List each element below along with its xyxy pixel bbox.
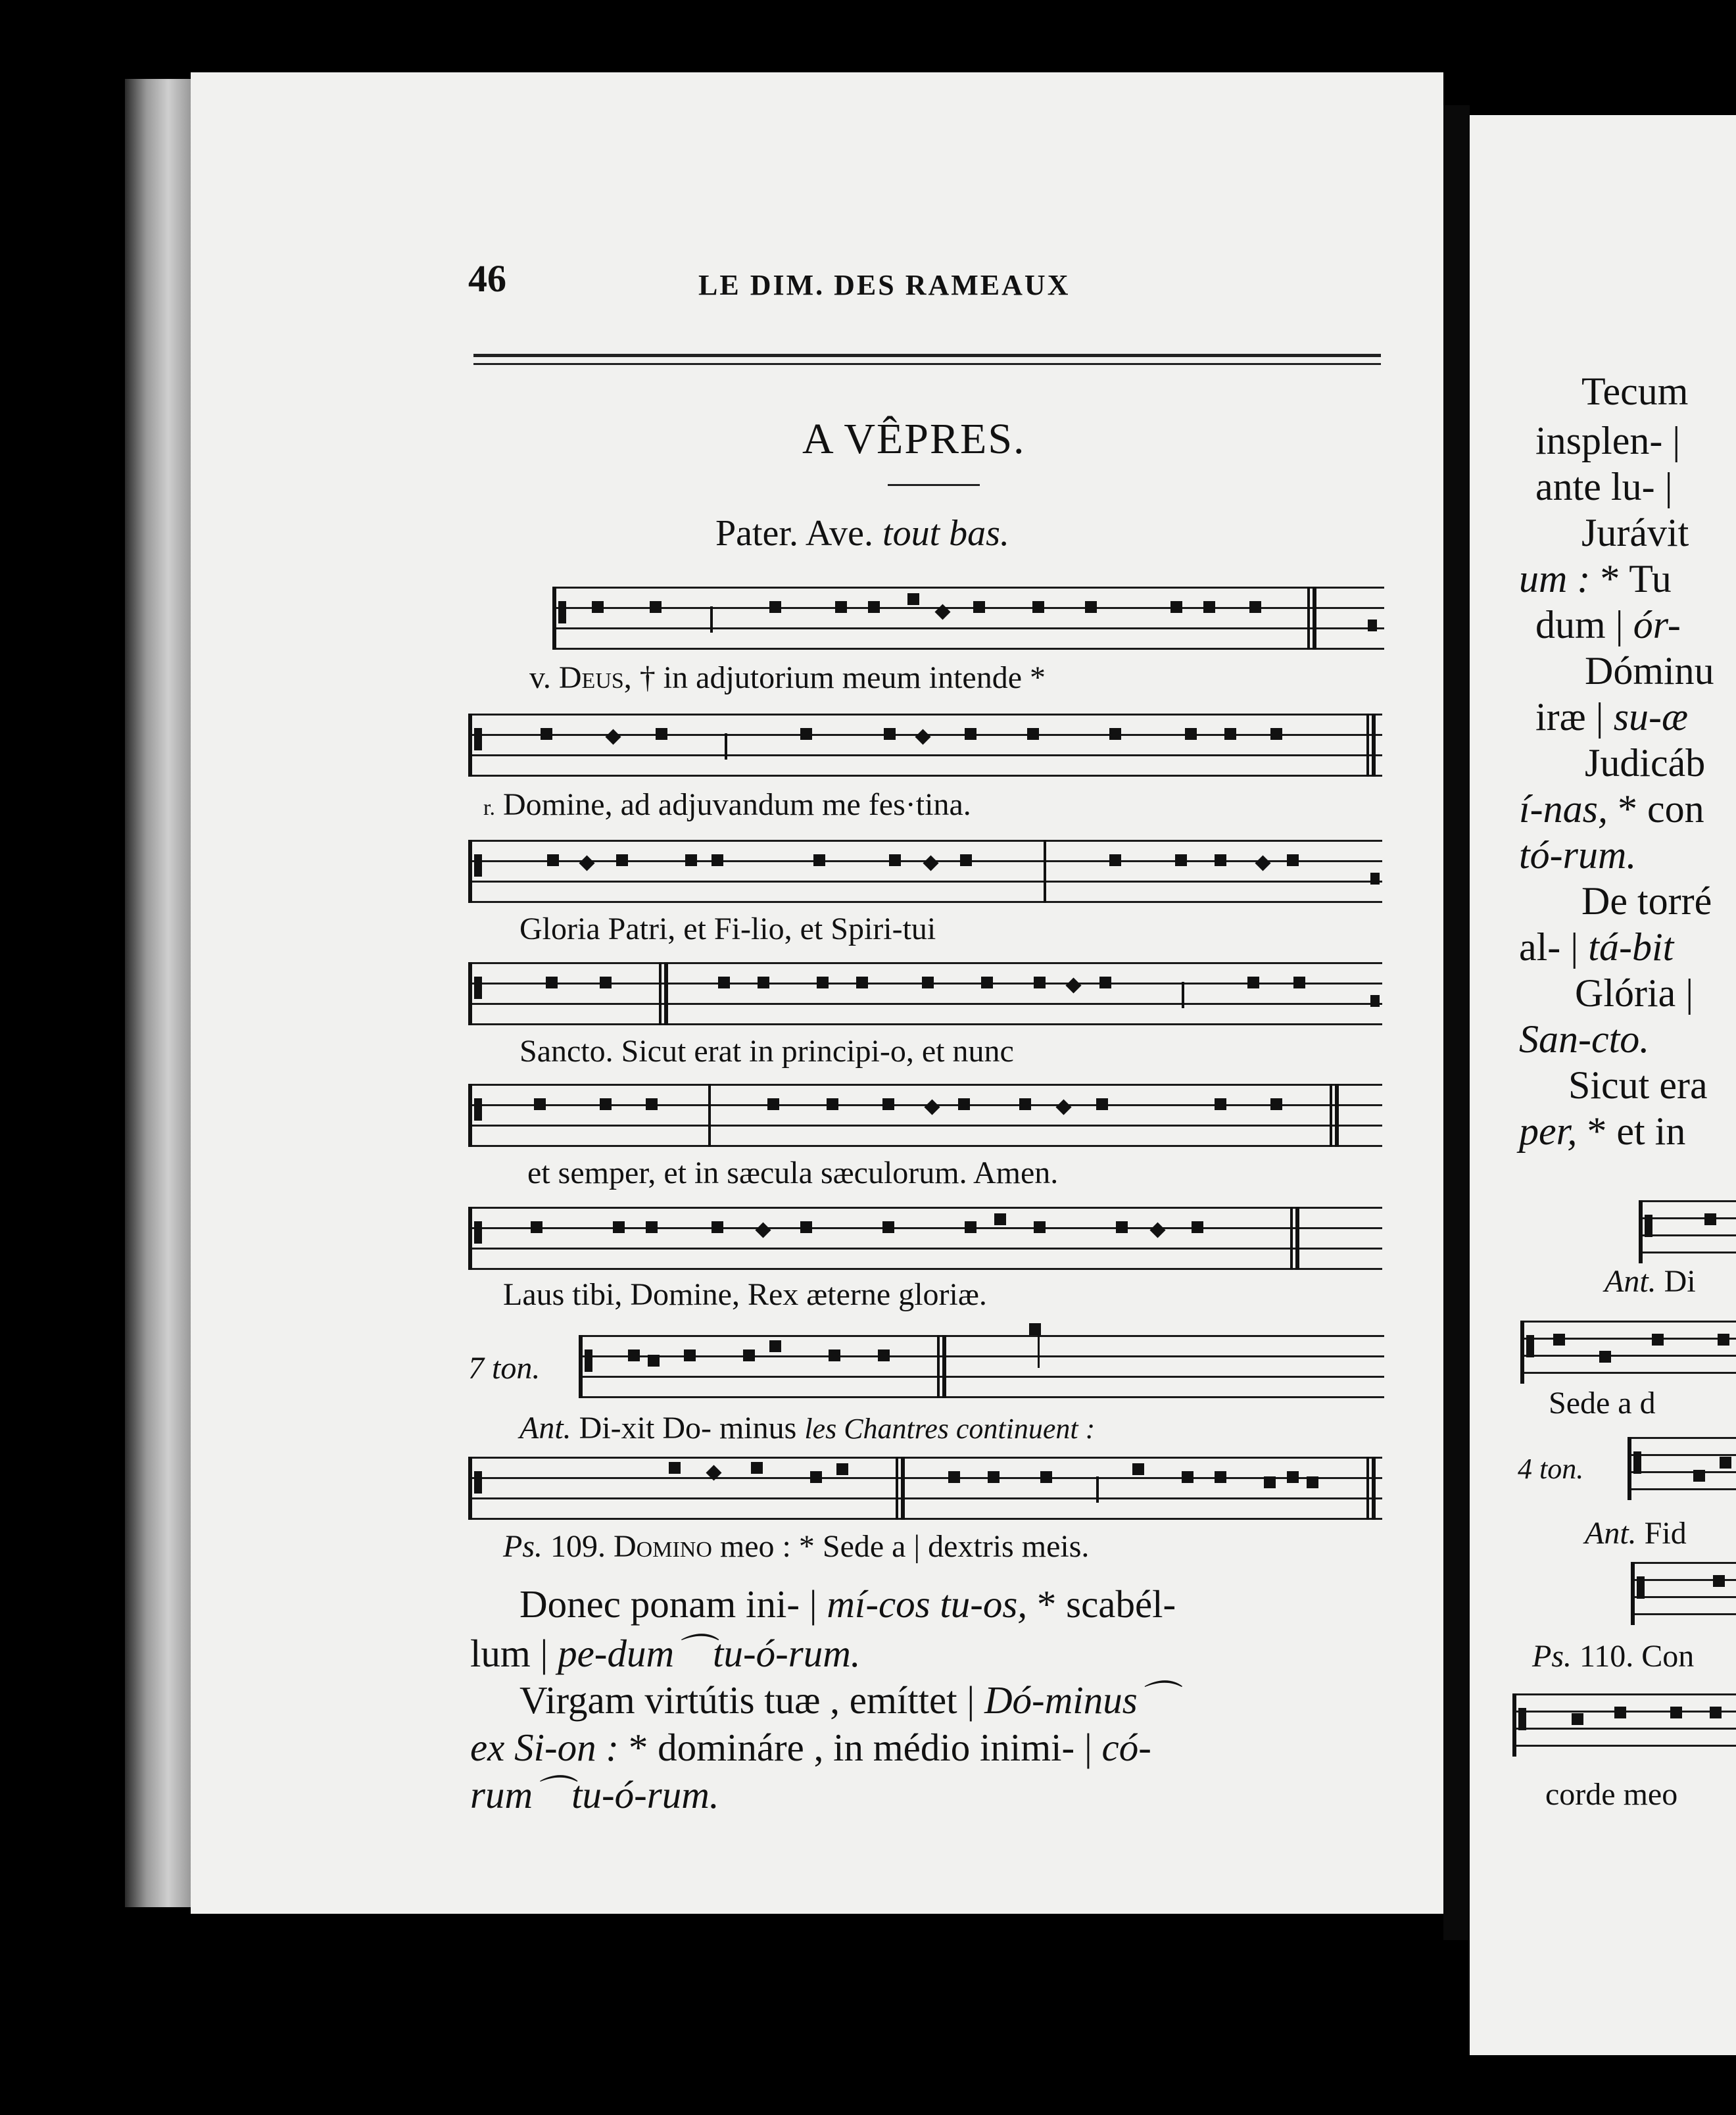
neume: [907, 593, 919, 605]
neume: [1287, 1471, 1299, 1483]
neume: [1019, 1098, 1031, 1110]
neume: [800, 1221, 812, 1233]
psalm-number: 109.: [550, 1529, 606, 1564]
neume: [1287, 854, 1299, 866]
psalm-italic: Dó-minus⌒: [984, 1678, 1176, 1722]
neume: [835, 601, 847, 613]
neume: [592, 601, 604, 613]
neume: [829, 1349, 840, 1361]
neume: [836, 1463, 848, 1475]
double-bar: [1307, 587, 1316, 650]
running-head: LE DIM. DES RAMEAUX: [698, 269, 1071, 301]
right-page-text: Fid: [1636, 1516, 1687, 1551]
neume: [981, 977, 993, 988]
neume: [1224, 728, 1236, 740]
right-page-line: ante lu- |: [1535, 465, 1673, 508]
neume: [1099, 977, 1111, 988]
division-bar: [1096, 1476, 1099, 1503]
division-bar: [1044, 840, 1046, 903]
psalm-italic: mí-cos tu-os,: [827, 1582, 1028, 1626]
neume: [1713, 1575, 1725, 1587]
neume: [1034, 1221, 1046, 1233]
neume: [948, 1471, 960, 1483]
page-number: 46: [468, 257, 506, 300]
double-bar: [937, 1335, 946, 1398]
right-page-italic: tá-bit: [1588, 925, 1674, 969]
right-page-line: Jurávit: [1581, 511, 1689, 554]
psalm-text: Donec ponam ini- |: [519, 1582, 827, 1626]
neume: [743, 1349, 755, 1361]
double-bar: [1290, 1207, 1299, 1270]
neume: [628, 1349, 640, 1361]
neume-diamond: [1065, 977, 1081, 993]
neume: [856, 977, 868, 988]
neume: [646, 1221, 658, 1233]
lyric-line: [529, 662, 1046, 694]
right-page-italic: í-nas,: [1519, 787, 1608, 831]
right-page-line: [1519, 789, 1704, 829]
neume: [827, 1098, 838, 1110]
right-page-italic: um :: [1519, 557, 1591, 600]
lyric-line: [483, 789, 971, 821]
neume: [878, 1349, 890, 1361]
clef-icon: [468, 840, 483, 903]
lyric-smallcaps: Domino: [614, 1529, 712, 1564]
double-bar: [1366, 1457, 1376, 1520]
neume-diamond: [1149, 1222, 1165, 1238]
neume: [1215, 854, 1226, 866]
music-staff: [468, 1457, 1382, 1520]
neume: [1293, 977, 1305, 988]
tone-label: 7 ton.: [468, 1351, 541, 1386]
book-page-edges: [125, 79, 197, 1907]
right-page-line: De torré: [1581, 879, 1712, 923]
psalm-line: [519, 1582, 1176, 1626]
intro-line: [715, 515, 1009, 552]
neume: [600, 1098, 612, 1110]
neume-diamond: [923, 855, 938, 871]
right-page-line: Sede a d: [1549, 1386, 1656, 1421]
neume: [1599, 1351, 1611, 1363]
psalm-line: [470, 1634, 861, 1673]
double-bar: [659, 962, 668, 1025]
neume: [1270, 728, 1282, 740]
section-title: A VÊPRES.: [802, 415, 1026, 463]
neume: [1170, 601, 1182, 613]
right-page-line: [1519, 927, 1674, 967]
neume: [1704, 1213, 1716, 1225]
neume: [810, 1471, 822, 1483]
right-page-line: Sicut era: [1568, 1063, 1708, 1107]
neume: [531, 1221, 542, 1233]
music-staff: [1639, 1200, 1736, 1253]
neume: [1034, 977, 1046, 988]
custos: [1370, 995, 1380, 1007]
clef-icon: [468, 1207, 483, 1270]
neume: [547, 854, 559, 866]
neume: [648, 1355, 660, 1367]
division-bar: [1182, 982, 1184, 1008]
neume: [1182, 1471, 1194, 1483]
neume: [684, 1349, 696, 1361]
right-page-text: al- |: [1519, 925, 1589, 969]
neume: [884, 728, 896, 740]
neume-diamond: [1255, 855, 1270, 871]
music-staff: [1628, 1437, 1736, 1490]
header-rule: [473, 354, 1381, 357]
book-gutter: [1443, 105, 1470, 1940]
title-rule: [888, 484, 980, 486]
right-page-line: [1585, 1518, 1687, 1549]
right-page-line: [1519, 1111, 1685, 1151]
double-bar: [1330, 1084, 1339, 1147]
clef-icon: [1631, 1562, 1645, 1615]
neume: [646, 1098, 658, 1110]
neume: [616, 854, 628, 866]
division-bar: [708, 1084, 711, 1147]
neume: [685, 854, 697, 866]
neume: [868, 601, 880, 613]
lyric-line: et semper, et in sæcula sæculorum. Amen.: [527, 1155, 1059, 1190]
double-bar: [1366, 714, 1376, 777]
neume: [1307, 1476, 1318, 1488]
clef-icon: [468, 1084, 483, 1147]
right-page-text: dum |: [1535, 603, 1633, 646]
right-page-text: * Tu: [1590, 557, 1672, 600]
neume: [1215, 1098, 1226, 1110]
neume: [751, 1462, 763, 1474]
clef-icon: [552, 587, 567, 650]
neume: [767, 1098, 779, 1110]
neume: [1553, 1334, 1565, 1346]
psalm-italic: có-: [1101, 1726, 1151, 1769]
neume: [1175, 854, 1187, 866]
neume: [1215, 1471, 1226, 1483]
custos: [1370, 873, 1380, 885]
right-page-line: Tecum: [1581, 370, 1689, 413]
lyric-line: [503, 1531, 1089, 1563]
tone-label: 4 ton.: [1518, 1453, 1584, 1485]
neume: [965, 1221, 976, 1233]
music-staff: [468, 962, 1382, 1025]
neume: [613, 1221, 625, 1233]
right-page-text: * con: [1608, 787, 1704, 831]
division-bar: [710, 606, 713, 633]
music-staff: [468, 840, 1382, 903]
neume: [1249, 601, 1261, 613]
neume: [711, 854, 723, 866]
neume: [711, 1221, 723, 1233]
neume: [1710, 1707, 1722, 1718]
neume: [988, 1471, 1000, 1483]
neume: [1116, 1221, 1128, 1233]
clef-icon: [1520, 1321, 1535, 1373]
neume: [541, 728, 552, 740]
lyric-text: † in adjutorium meum intende *: [639, 660, 1046, 695]
neume: [769, 601, 781, 613]
neume-diamond: [924, 1099, 940, 1115]
neume: [800, 728, 812, 740]
neume: [882, 1221, 894, 1233]
lyric-text: meo : * Sede a | dextris meis.: [719, 1529, 1090, 1564]
clef-icon: [1639, 1200, 1653, 1253]
psalm-text: * domináre , in médio inimi- |: [619, 1726, 1102, 1769]
antiphon-label: Ant.: [1604, 1264, 1656, 1299]
custos: [1368, 620, 1377, 631]
neume: [1652, 1334, 1664, 1346]
right-page-italic: per,: [1519, 1109, 1578, 1153]
neume: [534, 1098, 546, 1110]
neume-diamond: [1055, 1099, 1071, 1115]
neume-diamond: [755, 1222, 771, 1238]
neume: [889, 854, 901, 866]
right-page-line: Judicáb: [1585, 741, 1706, 785]
right-page-italic: ór-: [1633, 603, 1681, 646]
neume: [546, 977, 558, 988]
music-staff: [468, 1084, 1382, 1147]
psalm-label: Ps.: [1532, 1639, 1572, 1674]
neume-diamond: [605, 729, 621, 744]
psalm-line: [470, 1728, 1151, 1767]
lyric-text: Di-xit Do- minus: [579, 1411, 797, 1446]
right-page-line: [1519, 559, 1672, 598]
neume: [965, 728, 976, 740]
clef-icon: [1512, 1693, 1527, 1746]
neume: [1693, 1470, 1705, 1482]
neume: [922, 977, 934, 988]
right-page-text: * et in: [1577, 1109, 1686, 1153]
music-staff: [552, 587, 1384, 650]
neume: [973, 601, 985, 613]
lyric-line: Gloria Patri, et Fi-lio, et Spiri-tui: [519, 912, 936, 946]
lyric-smallcaps: Deus,: [558, 660, 632, 695]
header-rule-thin: [473, 363, 1381, 365]
neume: [813, 854, 825, 866]
neume: [1264, 1476, 1276, 1488]
psalm-line: rum⌒tu-ó-rum.: [470, 1773, 719, 1816]
psalm-italic: ex Si-on :: [470, 1726, 619, 1769]
neume: [1027, 728, 1039, 740]
neume: [1203, 601, 1215, 613]
neume: [650, 601, 662, 613]
music-staff: [1520, 1321, 1736, 1373]
rubric-text: les Chantres continuent :: [804, 1413, 1096, 1445]
psalm-text: * scabél-: [1027, 1582, 1176, 1626]
neume: [994, 1213, 1006, 1225]
neume-stem: [1038, 1328, 1040, 1368]
neume: [882, 1098, 894, 1110]
neume: [1185, 728, 1197, 740]
psalm-line: [519, 1678, 1176, 1722]
right-page-text: 110. Con: [1572, 1639, 1695, 1674]
neume: [656, 728, 667, 740]
neume: [1572, 1713, 1583, 1725]
clef-icon: [1628, 1437, 1642, 1490]
neume: [1040, 1471, 1052, 1483]
music-staff: [468, 714, 1382, 777]
right-page-line: Dóminu: [1585, 649, 1714, 693]
psalm-text: Virgam virtútis tuæ , emíttet |: [519, 1678, 984, 1722]
right-page-line: [1532, 1641, 1694, 1672]
music-staff: [579, 1335, 1384, 1398]
right-page-line: insplen- |: [1535, 419, 1681, 462]
neume: [1720, 1457, 1731, 1469]
neume: [718, 977, 730, 988]
antiphon-label: Ant.: [519, 1411, 571, 1446]
neume: [1096, 1098, 1108, 1110]
neume: [958, 1098, 970, 1110]
intro-italic: tout bas.: [882, 513, 1009, 554]
versicle-mark: v.: [529, 660, 551, 695]
neume: [1032, 601, 1044, 613]
psalm-italic: pe-dum⌒tu-ó-rum.: [558, 1632, 861, 1675]
neume-diamond: [579, 855, 594, 871]
right-page-text: Di: [1656, 1264, 1696, 1299]
double-bar: [896, 1457, 905, 1520]
response-mark: r.: [483, 796, 495, 820]
psalm-text: lum |: [470, 1632, 558, 1675]
neume: [1270, 1098, 1282, 1110]
right-page-line: tó-rum.: [1519, 833, 1637, 877]
music-staff: [1512, 1693, 1736, 1746]
antiphon-label: Ant.: [1585, 1516, 1637, 1551]
right-page-text: iræ |: [1535, 695, 1614, 739]
lyric-line: Sancto. Sicut erat in principi-o, et nunc: [519, 1034, 1014, 1069]
neume: [669, 1462, 681, 1474]
lyric-text: Domine, ad adjuvandum me fes·tina.: [502, 787, 971, 822]
clef-icon: [468, 1457, 483, 1520]
neume: [1085, 601, 1097, 613]
division-bar: [725, 733, 727, 760]
right-page-line: San-cto.: [1519, 1017, 1650, 1061]
neume: [1109, 854, 1121, 866]
right-page-italic: su-æ: [1613, 695, 1689, 739]
right-page-line: [1604, 1266, 1696, 1298]
music-staff: [468, 1207, 1382, 1270]
neume: [1109, 728, 1121, 740]
neume-diamond: [915, 729, 930, 744]
neume: [1132, 1463, 1144, 1475]
neume: [1192, 1221, 1203, 1233]
neume: [1247, 977, 1259, 988]
clef-icon: [468, 962, 483, 1025]
neume: [600, 977, 612, 988]
music-staff: [1631, 1562, 1736, 1615]
right-page-line: [1535, 605, 1681, 644]
neume: [1614, 1707, 1626, 1718]
neume: [960, 854, 972, 866]
neume: [769, 1340, 781, 1352]
neume: [1718, 1334, 1729, 1346]
neume: [1670, 1707, 1682, 1718]
lyric-line: Laus tibi, Domine, Rex æterne gloriæ.: [503, 1277, 987, 1312]
clef-icon: [468, 714, 483, 777]
right-page-line: Glória |: [1575, 971, 1694, 1015]
psalm-label: Ps.: [503, 1529, 542, 1564]
neume: [817, 977, 829, 988]
neume: [758, 977, 769, 988]
right-page-line: corde meo: [1545, 1777, 1678, 1812]
right-page-line: [1535, 697, 1688, 737]
lyric-line: [519, 1413, 1095, 1444]
intro-plain: Pater. Ave.: [715, 513, 883, 554]
clef-icon: [579, 1335, 593, 1398]
